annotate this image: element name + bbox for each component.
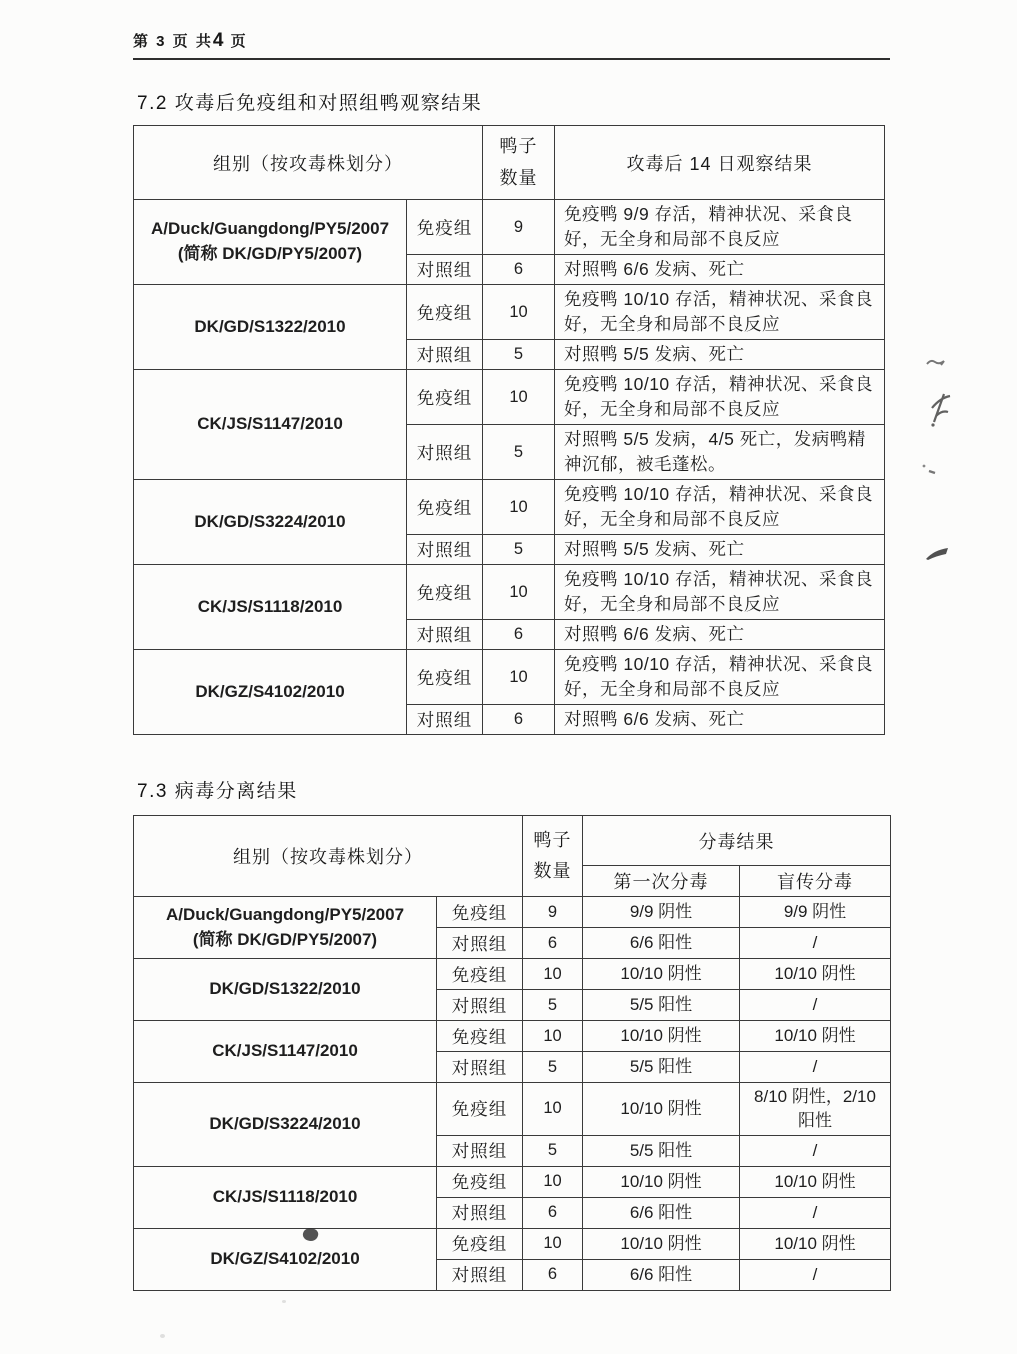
paper-speck: [160, 1334, 165, 1338]
first-isolation-cell: 5/5 阳性: [583, 1052, 740, 1083]
strain-cell: [134, 285, 407, 370]
margin-ink-squiggle-2-icon: [928, 388, 954, 428]
section-7-2-title: 7.2 攻毒后免疫组和对照组鸭观察结果: [137, 93, 483, 114]
group-label-cell: 对照组: [407, 340, 483, 370]
strain-name: DK/GD/S1322/2010: [209, 979, 361, 999]
strain-name: DK/GZ/S4102/2010: [210, 1248, 360, 1268]
page-number-suffix: 页: [224, 33, 248, 50]
strain-cell: [134, 1021, 437, 1083]
group-label-cell: 免疫组: [407, 370, 483, 425]
observation-result-cell: 免疫鸭 10/10 存活，精神状况、采食良好，无全身和局部不良反应: [555, 565, 885, 620]
strain-cell: [134, 480, 407, 565]
blind-passage-cell: 8/10 阴性，2/10 阳性: [740, 1083, 891, 1136]
duck-count-cell: 10: [523, 959, 583, 990]
isolation-table-header-row-1: [134, 816, 891, 866]
group-label-cell: 对照组: [437, 1197, 523, 1228]
first-isolation-cell: 10/10 阴性: [583, 1021, 740, 1052]
group-label-cell: 免疫组: [407, 200, 483, 255]
first-isolation-cell: 5/5 阳性: [583, 990, 740, 1021]
duck-count-header-line1: 鸭子: [499, 136, 538, 156]
duck-count-header-line1: 鸭子: [533, 829, 572, 850]
col-header-duck-count: [483, 126, 555, 200]
table-row: [134, 370, 885, 425]
table-row: [134, 480, 885, 535]
group-label-cell: 对照组: [437, 1259, 523, 1290]
duck-count-cell: 6: [483, 255, 555, 285]
observation-result-cell: 对照鸭 6/6 发病、死亡: [555, 705, 885, 735]
duck-count-cell: 9: [523, 897, 583, 928]
strain-cell: [134, 959, 437, 1021]
observation-table-header-row: [134, 126, 885, 200]
duck-count-cell: 6: [483, 620, 555, 650]
observation-table-body: [134, 200, 885, 735]
blind-passage-cell: /: [740, 1197, 891, 1228]
observation-table: [133, 125, 885, 735]
group-label-cell: 对照组: [407, 255, 483, 285]
group-label-cell: 对照组: [437, 928, 523, 959]
group-label-cell: 免疫组: [437, 1228, 523, 1259]
duck-count-cell: 10: [483, 285, 555, 340]
observation-result-cell: 免疫鸭 9/9 存活，精神状况、采食良好，无全身和局部不良反应: [555, 200, 885, 255]
duck-count-cell: 5: [523, 990, 583, 1021]
blind-passage-cell: 10/10 阴性: [740, 1228, 891, 1259]
col-header-blind-passage: 盲传分毒: [740, 866, 891, 897]
observation-result-cell: 免疫鸭 10/10 存活，精神状况、采食良好，无全身和局部不良反应: [555, 370, 885, 425]
observation-result-cell: 免疫鸭 10/10 存活，精神状况、采食良好，无全身和局部不良反应: [555, 650, 885, 705]
strain-name: CK/JS/S1147/2010: [197, 414, 343, 434]
group-label-cell: 免疫组: [407, 285, 483, 340]
group-label-cell: 对照组: [407, 425, 483, 480]
strain-cell: [134, 200, 407, 285]
strain-cell: [134, 1083, 437, 1167]
col-header-observation-result: 攻毒后 14 日观察结果: [555, 126, 885, 200]
duck-count-cell: 10: [523, 1228, 583, 1259]
margin-ink-dots-icon: [920, 462, 940, 476]
duck-count-header-line2: 数量: [499, 167, 538, 188]
strain-name: CK/JS/S1147/2010: [212, 1041, 358, 1061]
table-row: [134, 565, 885, 620]
observation-result-cell: 对照鸭 5/5 发病，4/5 死亡，发病鸭精神沉郁，被毛蓬松。: [555, 425, 885, 480]
strain-cell: [134, 370, 407, 480]
blind-passage-cell: 9/9 阴性: [740, 897, 891, 928]
group-label-cell: 免疫组: [437, 959, 523, 990]
group-label-cell: 对照组: [407, 705, 483, 735]
first-isolation-cell: 6/6 阳性: [583, 1197, 740, 1228]
duck-count-cell: 5: [523, 1052, 583, 1083]
margin-ink-squiggle-1-icon: [925, 355, 947, 369]
strain-name: A/Duck/Guangdong/PY5/2007: [150, 219, 390, 239]
strain-name: CK/JS/S1118/2010: [197, 596, 343, 616]
strain-name: CK/JS/S1118/2010: [212, 1186, 358, 1206]
observation-result-cell: 对照鸭 5/5 发病、死亡: [555, 340, 885, 370]
strain-name: DK/GZ/S4102/2010: [195, 681, 345, 701]
group-label-cell: 免疫组: [437, 897, 523, 928]
duck-count-cell: 5: [483, 535, 555, 565]
table-row: [134, 1166, 891, 1197]
observation-result-cell: 对照鸭 6/6 发病、死亡: [555, 620, 885, 650]
isolation-table: [133, 815, 891, 1291]
blind-passage-cell: /: [740, 1259, 891, 1290]
duck-count-cell: 6: [483, 705, 555, 735]
duck-count-cell: 10: [523, 1166, 583, 1197]
duck-count-cell: 9: [483, 200, 555, 255]
table-row: [134, 1228, 891, 1259]
strain-name: DK/GD/S3224/2010: [209, 1113, 361, 1133]
strain-alias: (简称 DK/GD/PY5/2007): [192, 929, 378, 949]
table-row: [134, 650, 885, 705]
first-isolation-cell: 6/6 阳性: [583, 1259, 740, 1290]
paper-speck: [282, 1300, 286, 1303]
observation-result-cell: 对照鸭 5/5 发病、死亡: [555, 535, 885, 565]
first-isolation-cell: 5/5 阳性: [583, 1135, 740, 1166]
strain-name: DK/GD/S1322/2010: [194, 316, 346, 336]
strain-name: DK/GD/S3224/2010: [194, 511, 346, 531]
strain-alias: (简称 DK/GD/PY5/2007): [177, 244, 363, 263]
blind-passage-cell: /: [740, 928, 891, 959]
group-label-cell: 免疫组: [437, 1083, 523, 1136]
strain-cell: [134, 650, 407, 735]
strain-cell: [134, 565, 407, 650]
margin-ink-wedge-icon: [924, 546, 950, 562]
group-label-cell: 免疫组: [437, 1166, 523, 1197]
group-label-cell: 免疫组: [407, 650, 483, 705]
duck-count-cell: 5: [483, 340, 555, 370]
col-header-first-isolation: 第一次分毒: [583, 866, 740, 897]
group-label-cell: 对照组: [437, 1052, 523, 1083]
blind-passage-cell: /: [740, 1135, 891, 1166]
page-header: [133, 30, 890, 60]
observation-result-cell: 免疫鸭 10/10 存活，精神状况、采食良好，无全身和局部不良反应: [555, 480, 885, 535]
duck-count-cell: 5: [523, 1135, 583, 1166]
duck-count-cell: 10: [523, 1083, 583, 1136]
duck-count-cell: 6: [523, 1197, 583, 1228]
first-isolation-cell: 10/10 阴性: [583, 1166, 740, 1197]
duck-count-cell: 10: [483, 565, 555, 620]
strain-cell: [134, 1228, 437, 1290]
blind-passage-cell: /: [740, 1052, 891, 1083]
duck-count-cell: 6: [523, 1259, 583, 1290]
strain-cell: [134, 1166, 437, 1228]
duck-count-cell: 6: [523, 928, 583, 959]
col-header-duck-count: [523, 816, 583, 897]
isolation-table-body: [134, 897, 891, 1291]
duck-count-cell: 10: [483, 480, 555, 535]
first-isolation-cell: 10/10 阴性: [583, 1083, 740, 1136]
group-label-cell: 对照组: [407, 620, 483, 650]
group-label-cell: 对照组: [437, 1135, 523, 1166]
table-row: [134, 959, 891, 990]
duck-count-header-line2: 数量: [533, 861, 572, 881]
duck-count-cell: 10: [523, 1021, 583, 1052]
page-total-number: 4: [212, 30, 225, 51]
observation-result-cell: 免疫鸭 10/10 存活，精神状况、采食良好，无全身和局部不良反应: [555, 285, 885, 340]
group-label-cell: 免疫组: [407, 480, 483, 535]
first-isolation-cell: 9/9 阴性: [583, 897, 740, 928]
first-isolation-cell: 10/10 阴性: [583, 959, 740, 990]
table-row: [134, 897, 891, 928]
table-row: [134, 1021, 891, 1052]
group-label-cell: 对照组: [437, 990, 523, 1021]
table-row: [134, 200, 885, 255]
first-isolation-cell: 6/6 阳性: [583, 928, 740, 959]
col-header-isolation-result: 分毒结果: [583, 816, 891, 866]
strain-name: A/Duck/Guangdong/PY5/2007: [165, 904, 405, 924]
blind-passage-cell: 10/10 阴性: [740, 1021, 891, 1052]
duck-count-cell: 5: [483, 425, 555, 480]
observation-result-cell: 对照鸭 6/6 发病、死亡: [555, 255, 885, 285]
col-header-group: 组别（按攻毒株划分）: [134, 126, 483, 200]
strain-cell: [134, 897, 437, 959]
page-number-text: 第 3 页 共: [133, 33, 213, 50]
group-label-cell: 免疫组: [407, 565, 483, 620]
table-row: [134, 285, 885, 340]
group-label-cell: 免疫组: [437, 1021, 523, 1052]
first-isolation-cell: 10/10 阴性: [583, 1228, 740, 1259]
blind-passage-cell: 10/10 阴性: [740, 959, 891, 990]
duck-count-cell: 10: [483, 370, 555, 425]
table-row: [134, 1083, 891, 1136]
blind-passage-cell: 10/10 阴性: [740, 1166, 891, 1197]
section-7-3-title: 7.3 病毒分离结果: [137, 781, 298, 802]
group-label-cell: 对照组: [407, 535, 483, 565]
duck-count-cell: 10: [483, 650, 555, 705]
blind-passage-cell: /: [740, 990, 891, 1021]
col-header-group: 组别（按攻毒株划分）: [134, 816, 523, 897]
